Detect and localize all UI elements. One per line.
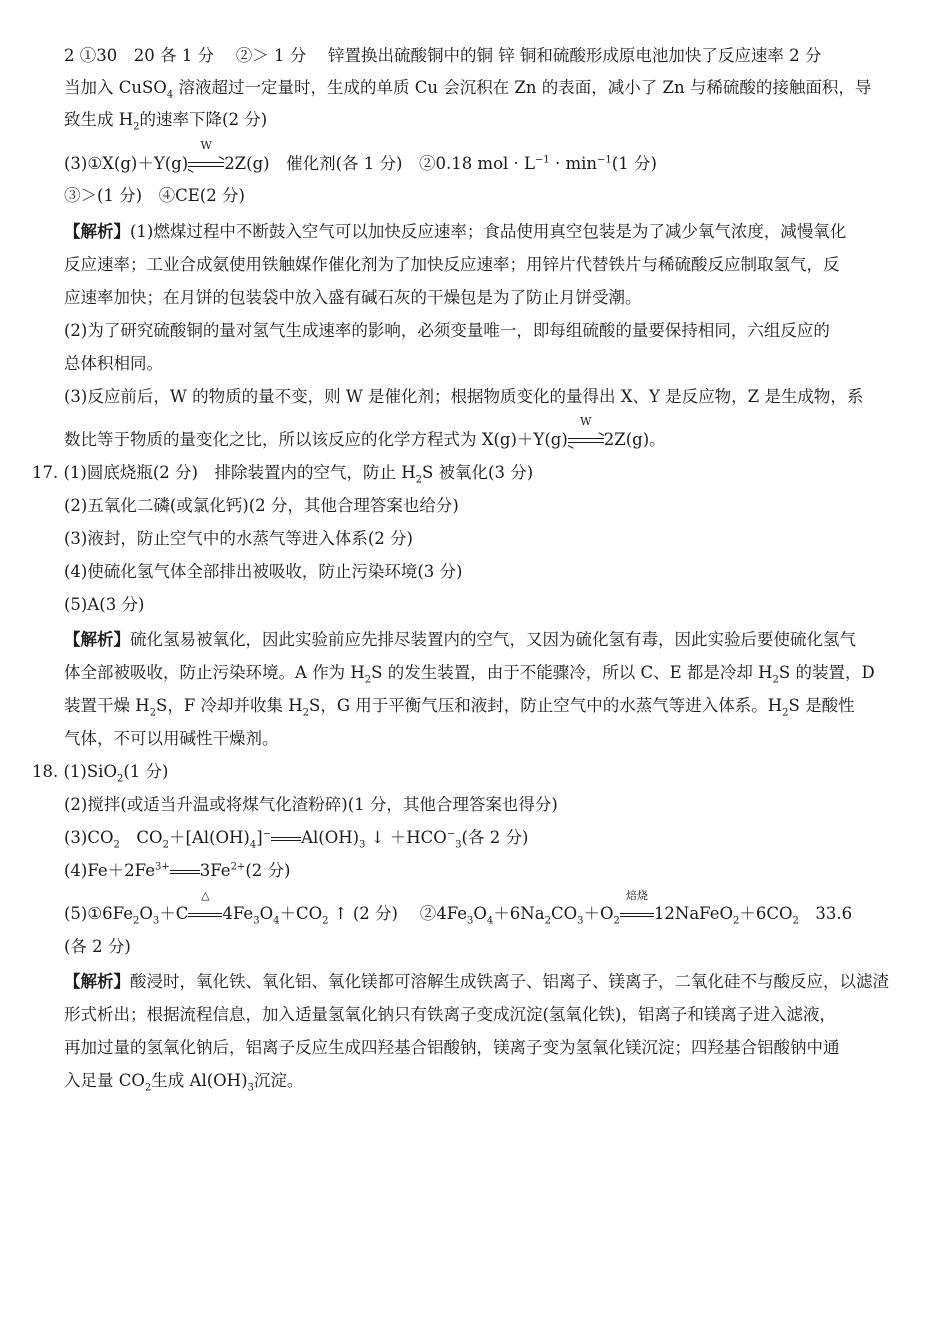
q17-part3: (3)液封，防止空气中的水蒸气等进入体系(2 分)	[64, 529, 413, 548]
q17-analysis-line4: 气体，不可以用碱性干燥剂。	[64, 729, 279, 748]
q16-part2-reason-line2: 致生成 $H_2$的速率下降(2 分)	[64, 110, 268, 133]
q16-part3-answer-cont: ③＞(1 分) ④CE(2 分)	[64, 186, 245, 205]
heat-equals-icon: △	[188, 902, 222, 926]
q16-analysis-line5: 总体积相同。	[64, 354, 163, 373]
q18-analysis-line1: 【解析】酸浸时，氧化铁、氧化铝、氧化镁都可溶解生成铁离子、铝离子、镁离子，二氧化硅不与酸反应，以滤渣	[64, 972, 889, 991]
reversible-arrow-icon: W	[188, 152, 224, 176]
q16-analysis-line2: 反应速率；工业合成氨使用铁触媒作催化剂为了加快反应速率；用锌片代替铁片与稀硫酸反应制取氢气，反	[64, 255, 840, 274]
q17-part4: (4)使硫化氢气体全部排出被吸收，防止污染环境(3 分)	[64, 562, 463, 581]
equals-arrow-icon	[271, 826, 301, 850]
q17-part1: 17. (1)圆底烧瓶(2 分) 排除装置内的空气，防止 $H_2S$ 被氧化(3 分)	[32, 463, 534, 486]
q18-part2: (2)搅拌(或适当升温或将煤气化渣粉碎)(1 分，其他合理答案也得分)	[64, 795, 558, 814]
reversible-arrow-icon: W	[568, 428, 604, 452]
q17-analysis-line2: 体全部被吸收，防止污染环境。A 作为 $H_2S$ 的发生装置，由于不能骤冷，所以 C、E 都是冷却 $H_2S$ 的装置，D	[64, 663, 875, 686]
q17-part2: (2)五氧化二磷(或氯化钙)(2 分，其他合理答案也给分)	[64, 496, 459, 515]
q16-analysis-line3: 应速率加快；在月饼的包装袋中放入盛有碱石灰的干燥包是为了防止月饼受潮。	[64, 288, 642, 307]
q16-part2-reason-line1: 当加入 CuSO$_4$ 溶液超过一定量时，生成的单质 Cu 会沉积在 Zn 的表面，减小了 Zn 与稀硫酸的接触面积，导	[64, 78, 872, 101]
q17-analysis-line1: 【解析】硫化氢易被氧化，因此实验前应先排尽装置内的空气，又因为硫化氢有毒，因此实验后要使硫化氢气	[64, 630, 856, 649]
q16-analysis-line4: (2)为了研究硫酸铜的量对氢气生成速率的影响，必须变量唯一，即每组硫酸的量要保持相同，六组反应的	[64, 321, 830, 340]
q18-analysis-line4: 入足量 $CO_2$生成 $Al(OH)_3$沉淀。	[64, 1071, 304, 1094]
q18-part5-cont: (各 2 分)	[64, 937, 131, 956]
q18-part4: $(4)Fe+2Fe^{3+}$ $3Fe^{2+}(2$ 分)	[64, 859, 290, 883]
equals-arrow-icon	[170, 859, 200, 883]
q16-analysis-line6: (3)反应前后，W 的物质的量不变，则 W 是催化剂；根据物质变化的量得出 X、Y 是反应物，Z 是生成物，系	[64, 387, 864, 406]
q16-analysis-line1: 【解析】(1)燃煤过程中不断鼓入空气可以加快反应速率；食品使用真空包装是为了减少氧气浓度，减慢氧化	[64, 222, 847, 241]
q16-part3-answer: (3)①X(g)＋Y(g) W 2Z(g) 催化剂(各 1 分) ②0.18 mol · $L^{-1} \cdot \min^{-1}(1$ 分)	[64, 152, 657, 176]
q18-analysis-line2: 形式析出；根据流程信息，加入适量氢氧化钠只有铁离子变成沉淀(氢氧化铁)，铝离子和镁离子进入滤液，	[64, 1005, 836, 1024]
q18-analysis-line3: 再加过量的氢氧化钠后，铝离子反应生成四羟基合铝酸钠，镁离子变为氢氧化镁沉淀；四羟基合铝酸钠中通	[64, 1038, 840, 1057]
q18-part3: $(3)CO_2$ $CO_2+[Al(OH)_4]^-$ $Al(OH)_3$ ↓ $+HCO^-_3$(各 2 分)	[64, 828, 529, 851]
q18-part1: 18. (1)SiO$_2$(1 分)	[32, 762, 169, 785]
q17-part5: (5)A(3 分)	[64, 595, 145, 614]
q18-part5: $(5)①6Fe_2O_3+C$ △ $4Fe_3O_4+CO_2$ ↑ (2 分) $②4Fe_3O_4+6Na_2CO_3+O_2$ 焙烧 $12NaFeO_2+6CO_2$ 33.6	[64, 889, 853, 927]
roast-equals-icon: 焙烧	[620, 902, 654, 926]
q17-analysis-line3: 装置干燥 $H_2S$，F 冷却并收集 $H_2S$，G 用于平衡气压和液封，防止空气中的水蒸气等进入体系。$H_2S$ 是酸性	[64, 696, 855, 719]
q16-analysis-line7: 数比等于物质的量变化之比，所以该反应的化学方程式为 X(g)＋Y(g) W 2Z(g)。	[64, 428, 666, 452]
q16-part2-answer: 2 ①30 20 各 1 分 ②＞ 1 分 锌置换出硫酸铜中的铜 锌 铜和硫酸形成原电池加快了反应速率 2 分	[64, 46, 822, 65]
